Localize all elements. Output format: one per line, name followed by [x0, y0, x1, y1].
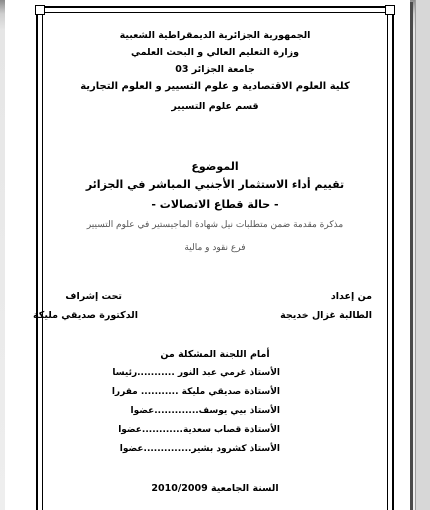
prepared-by-label: من إعداد: [330, 291, 372, 302]
subject-label: الموضوع: [191, 160, 239, 173]
committee-member: الأستاذة قصاب سعدية............عضوا: [118, 425, 280, 435]
subject-title: تقييم أداء الاستثمار الأجنبي المباشر في الجزائر: [85, 178, 345, 191]
header-ministry: وزارة التعليم العالي و البحث العلمي: [131, 47, 299, 58]
subject-case: - حالة قطاع الاتصالات -: [151, 198, 279, 211]
supervisor-name: الدكتورة صديقي مليكة: [33, 310, 138, 321]
header-republic: الجمهورية الجزائرية الديمقراطية الشعبية: [119, 30, 311, 41]
academic-year: السنة الجامعية 2010/2009: [151, 483, 279, 494]
committee-member: الأستاذ بيي يوسف.............عضوا: [130, 406, 280, 416]
subject-branch: فرع نقود و مالية: [184, 243, 246, 253]
student-name: الطالبة غزال خديجة: [280, 310, 372, 321]
header-department: قسم علوم التسيير: [171, 101, 259, 112]
header-faculty: كلية العلوم الاقتصادية و علوم التسيير و العلوم التجارية: [80, 81, 350, 92]
supervision-label: تحت إشراف: [65, 291, 122, 302]
committee-member: الأستاذ غرمي عبد النور ...........رئيسا: [112, 368, 280, 378]
border-corner-top-right: [385, 5, 395, 15]
header-university: جامعة الجزائر 03: [175, 64, 255, 75]
committee-heading: أمام اللجنة المشكلة من: [160, 349, 270, 360]
viewer-scrollbar[interactable]: [415, 0, 430, 510]
committee-member: الأستاذ كشرود بشير..............عضوا: [119, 444, 280, 454]
subject-purpose: مذكرة مقدمة ضمن متطلبات نيل شهادة الماجيستير في علوم التسيير: [86, 220, 344, 230]
committee-member: الأستاذة صديقي مليكة ........... مقررا: [111, 387, 280, 397]
document-page: [5, 0, 410, 510]
border-corner-top-left: [35, 5, 45, 15]
